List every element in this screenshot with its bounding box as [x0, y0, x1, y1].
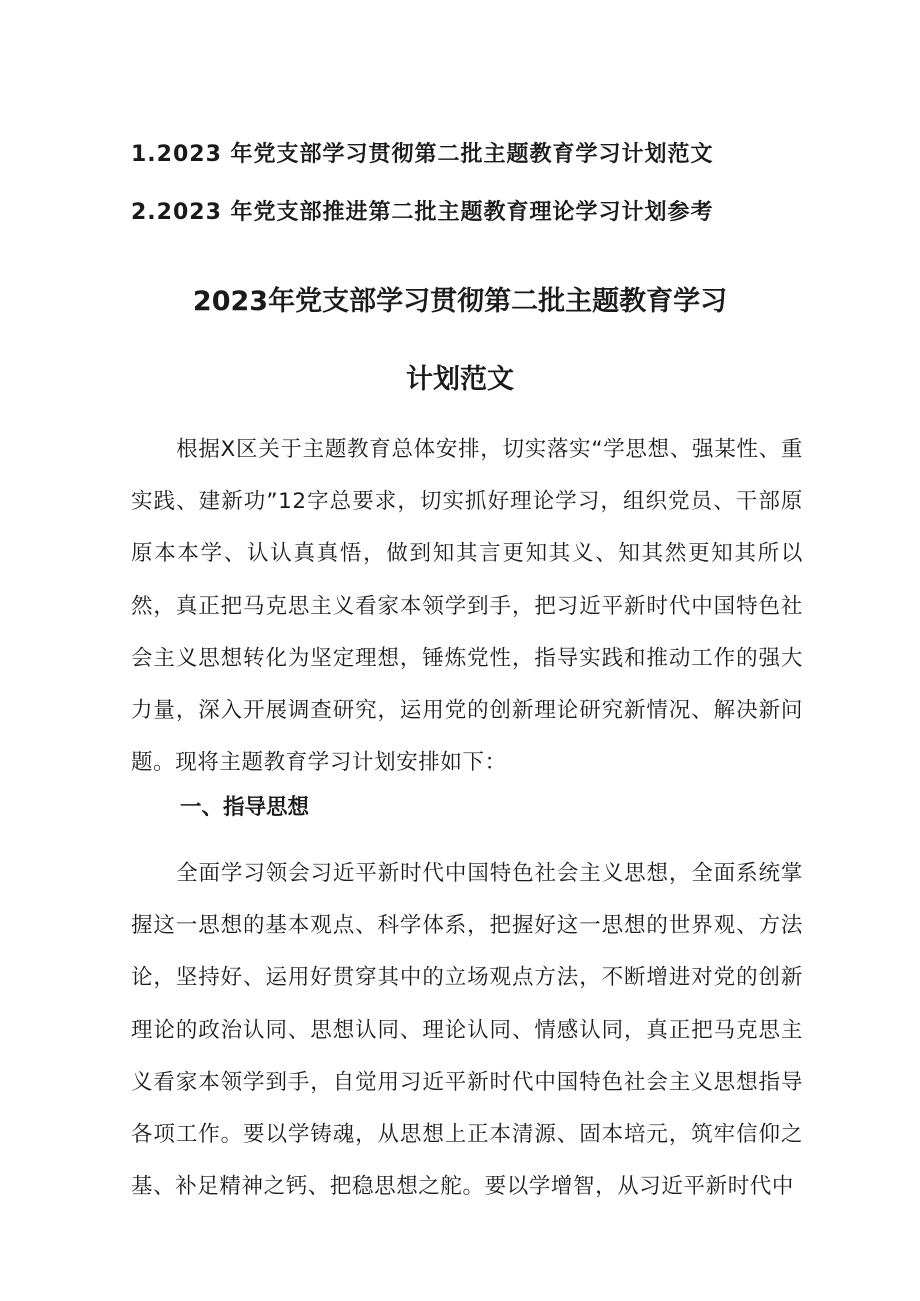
toc-item-2: 2.2023 年党支部推进第二批主题教育理论学习计划参考 — [131, 200, 714, 225]
section-1-paragraph: 全面学习领会习近平新时代中国特色社会主义思想，全面系统掌握这一思想的基本观点、科学体系，把握好这一思想的世界观、方法论，坚持好、运用好贯穿其中的立场观点方法，不断增进对党的创新理论的政治认同、思想认同、理论认同、情感认同，真正把马克思主义看家本领学到手，自觉用习近平新时代中国特色社会主义思想指导各项工作。要以学铸魂，从思想上正本清源、固本培元，筑牢信仰之基、补足精神之钙、把稳思想之舵。要以学增智，从习近平新时代中 — [131, 861, 803, 1200]
document-title-line-1: 2023年党支部学习贯彻第二批主题教育学习 — [192, 286, 728, 317]
section-heading-guiding-thought: 一、指导思想 — [180, 795, 310, 820]
intro-paragraph: 根据X区关于主题教育总体安排，切实落实“学思想、强某性、重实践、建新功”12字总要求，切实抓好理论学习，组织党员、干部原原本本学、认认真真悟，做到知其言更知其义、知其然更知其所以然，真正把马克思主义看家本领学到手，把习近平新时代中国特色社会主义思想转化为坚定理想，锤炼党性，指导实践和推动工作的强大力量，深入开展调查研究，运用党的创新理论研究新情况、解决新问题。现将主题教育学习计划安排如下： — [131, 437, 803, 776]
document-title-line-2: 计划范文 — [406, 364, 514, 395]
toc-item-1: 1.2023 年党支部学习贯彻第二批主题教育学习计划范文 — [131, 142, 714, 167]
